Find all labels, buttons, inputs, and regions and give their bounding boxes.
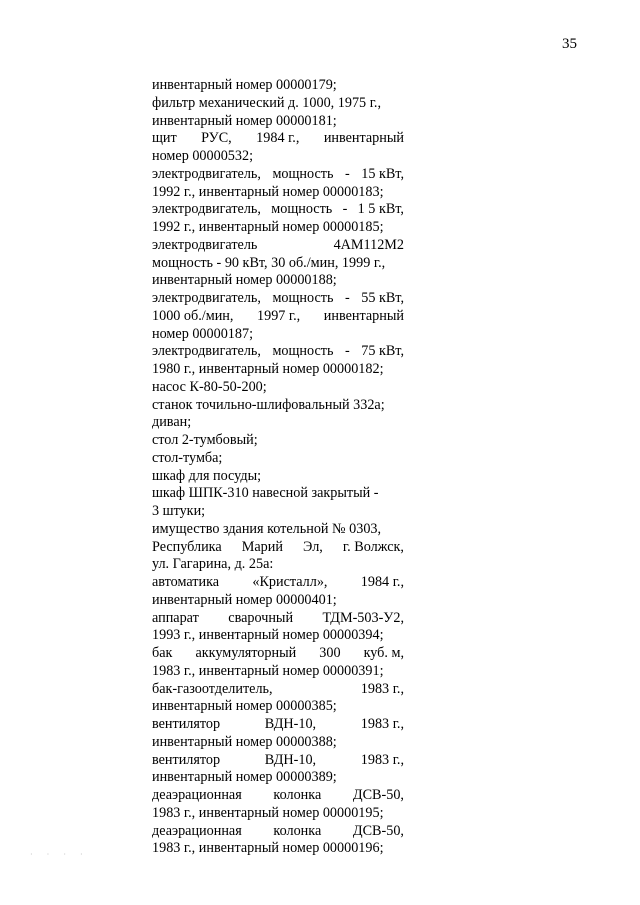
text-line [152, 326, 404, 344]
text-line [152, 414, 404, 432]
text-line-part: вентилятор [152, 716, 221, 732]
text-line [152, 130, 404, 148]
text-line [152, 148, 404, 166]
text-line [152, 805, 404, 823]
text-line-part: инвентарный номер 00000385; [152, 698, 337, 715]
page-number: 35 [562, 36, 577, 52]
text-line [152, 290, 404, 308]
text-line-part: сварочный [228, 609, 294, 626]
text-line-part: 1984 г., [360, 574, 404, 590]
text-line-part: 1997 г., [257, 307, 301, 324]
text-line-part: 15 кВт, [361, 165, 404, 182]
text-line-part: деаэрационная [152, 822, 242, 839]
text-line-part: насос К-80-50-200; [152, 378, 267, 395]
text-line-part: инвентарный [323, 130, 404, 147]
text-line-part: 1993 г., инвентарный номер 00000394; [152, 627, 384, 644]
text-line [152, 574, 404, 592]
text-line-part: 1992 г., инвентарный номер 00000183; [152, 183, 384, 200]
text-line-part: 1983 г., [360, 716, 404, 732]
text-line-part: аккумуляторный [195, 645, 297, 661]
text-line-part: имущество здания котельной № 0303, [152, 520, 382, 537]
text-line-part: деаэрационная [152, 787, 242, 803]
text-line [152, 503, 404, 521]
text-line-part: бак-газоотделитель, [152, 680, 273, 697]
text-line-part: бак [152, 645, 173, 661]
text-line [152, 645, 404, 663]
text-line-part: 1 5 кВт, [357, 201, 404, 218]
text-line-part: - [344, 290, 350, 306]
text-line-part: Республика [152, 538, 222, 555]
text-line-part: 1980 г., инвентарный номер 00000182; [152, 361, 384, 377]
text-line-part: 3 штуки; [152, 503, 206, 519]
text-line-part: 1983 г., инвентарный номер 00000196; [152, 840, 384, 857]
text-line [152, 361, 404, 379]
text-line-part: 1983 г., [360, 751, 404, 768]
text-line [152, 272, 404, 290]
text-line-part: номер 00000187; [152, 325, 254, 342]
text-line-part: г. Волжск, [342, 538, 404, 555]
text-line [152, 95, 404, 113]
text-line-part: 4АМ112М2 [333, 236, 404, 253]
text-line-part: инвентарный номер 00000388; [152, 733, 337, 750]
text-line [152, 752, 404, 770]
text-line-part: инвентарный номер 00000188; [152, 272, 337, 289]
text-line-part: мощность [271, 201, 333, 218]
text-line-part: щит [152, 130, 177, 147]
text-line-part: мощность [272, 165, 334, 182]
text-line-part: электродвигатель, [152, 201, 261, 218]
text-line [152, 663, 404, 681]
document-text-block [152, 77, 404, 858]
text-line-part: ДСВ-50, [352, 787, 404, 803]
text-line-part: автоматика [152, 574, 220, 590]
text-line [152, 308, 404, 326]
text-line-part: 1992 г., инвентарный номер 00000185; [152, 219, 384, 235]
text-line-part: шкаф для посуды; [152, 467, 262, 484]
text-line-part: - [344, 165, 350, 182]
text-line [152, 113, 404, 131]
text-line-part: инвентарный номер 00000181; [152, 112, 337, 129]
text-line-part: электродвигатель, [152, 165, 261, 182]
text-line [152, 166, 404, 184]
text-line-part: стол 2-тумбовый; [152, 432, 258, 448]
text-line [152, 468, 404, 486]
text-line-part: мощность - 90 кВт, 30 об./мин, 1999 г., [152, 254, 386, 271]
text-line [152, 681, 404, 699]
text-line-part: 1983 г., инвентарный номер 00000195; [152, 804, 384, 821]
text-line [152, 627, 404, 645]
text-line [152, 184, 404, 202]
text-line-part: диван; [152, 414, 192, 431]
text-line [152, 343, 404, 361]
text-line-part: 55 кВт, [361, 290, 404, 306]
text-line-part: мощность [272, 290, 334, 306]
text-line-part: фильтр механический д. 1000, 1975 г., [152, 94, 382, 111]
text-line-part: ВДН-10, [264, 716, 317, 732]
text-line [152, 237, 404, 255]
text-line-part: - [344, 343, 350, 360]
text-line-part: инвентарный [323, 307, 404, 324]
text-line-part: 75 кВт, [361, 343, 404, 360]
text-line [152, 521, 404, 539]
text-line-part: стол-тумба; [152, 449, 223, 466]
text-line [152, 840, 404, 858]
text-line [152, 219, 404, 237]
text-line-part: шкаф ШПК-310 навесной закрытый - [152, 485, 379, 502]
text-line [152, 379, 404, 397]
text-line-part: ул. Гагарина, д. 25а: [152, 556, 274, 573]
text-line [152, 823, 404, 841]
text-line-part: «Кристалл», [252, 574, 328, 590]
text-line-part: станок точильно-шлифовальный 332а; [152, 396, 385, 413]
text-line [152, 485, 404, 503]
text-line-part: - [342, 201, 348, 218]
text-line [152, 397, 404, 415]
text-line-part: инвентарный номер 00000401; [152, 591, 337, 608]
text-line-part: колонка [273, 822, 322, 839]
text-line-part: электродвигатель, [152, 343, 261, 360]
text-line-part: инвентарный номер 00000179; [152, 77, 337, 93]
text-line [152, 787, 404, 805]
text-line-part: 1983 г., [360, 680, 404, 697]
text-line-part: 1984 г., [256, 130, 300, 147]
text-line-part: инвентарный номер 00000389; [152, 769, 337, 786]
text-line [152, 698, 404, 716]
text-line [152, 592, 404, 610]
text-line [152, 77, 404, 95]
text-line-part: Марий [241, 538, 283, 555]
scan-speckles: · · · · [30, 850, 89, 859]
text-line [152, 201, 404, 219]
text-line [152, 556, 404, 574]
text-line [152, 610, 404, 628]
text-line [152, 734, 404, 752]
text-line [152, 255, 404, 273]
text-line-part: ТДМ-503-У2, [322, 609, 404, 626]
text-line-part: электродвигатель [152, 236, 258, 253]
text-line-part: номер 00000532; [152, 148, 254, 164]
text-line-part: мощность [272, 343, 334, 360]
text-line-part: РУС, [201, 130, 232, 147]
text-line-part: куб. м, [363, 645, 404, 661]
text-line [152, 539, 404, 557]
text-line-part: 1983 г., инвентарный номер 00000391; [152, 662, 384, 679]
text-line-part: колонка [273, 787, 322, 803]
text-line [152, 769, 404, 787]
text-line-part: электродвигатель, [152, 290, 261, 306]
text-line-part: ВДН-10, [264, 751, 317, 768]
text-line [152, 432, 404, 450]
text-line-part: вентилятор [152, 751, 221, 768]
text-line-part: ДСВ-50, [352, 822, 404, 839]
text-line [152, 716, 404, 734]
text-line [152, 450, 404, 468]
text-line-part: 1000 об./мин, [152, 307, 234, 324]
text-line-part: аппарат [152, 609, 199, 626]
text-line-part: 300 [319, 645, 341, 661]
text-line-part: Эл, [303, 538, 323, 555]
